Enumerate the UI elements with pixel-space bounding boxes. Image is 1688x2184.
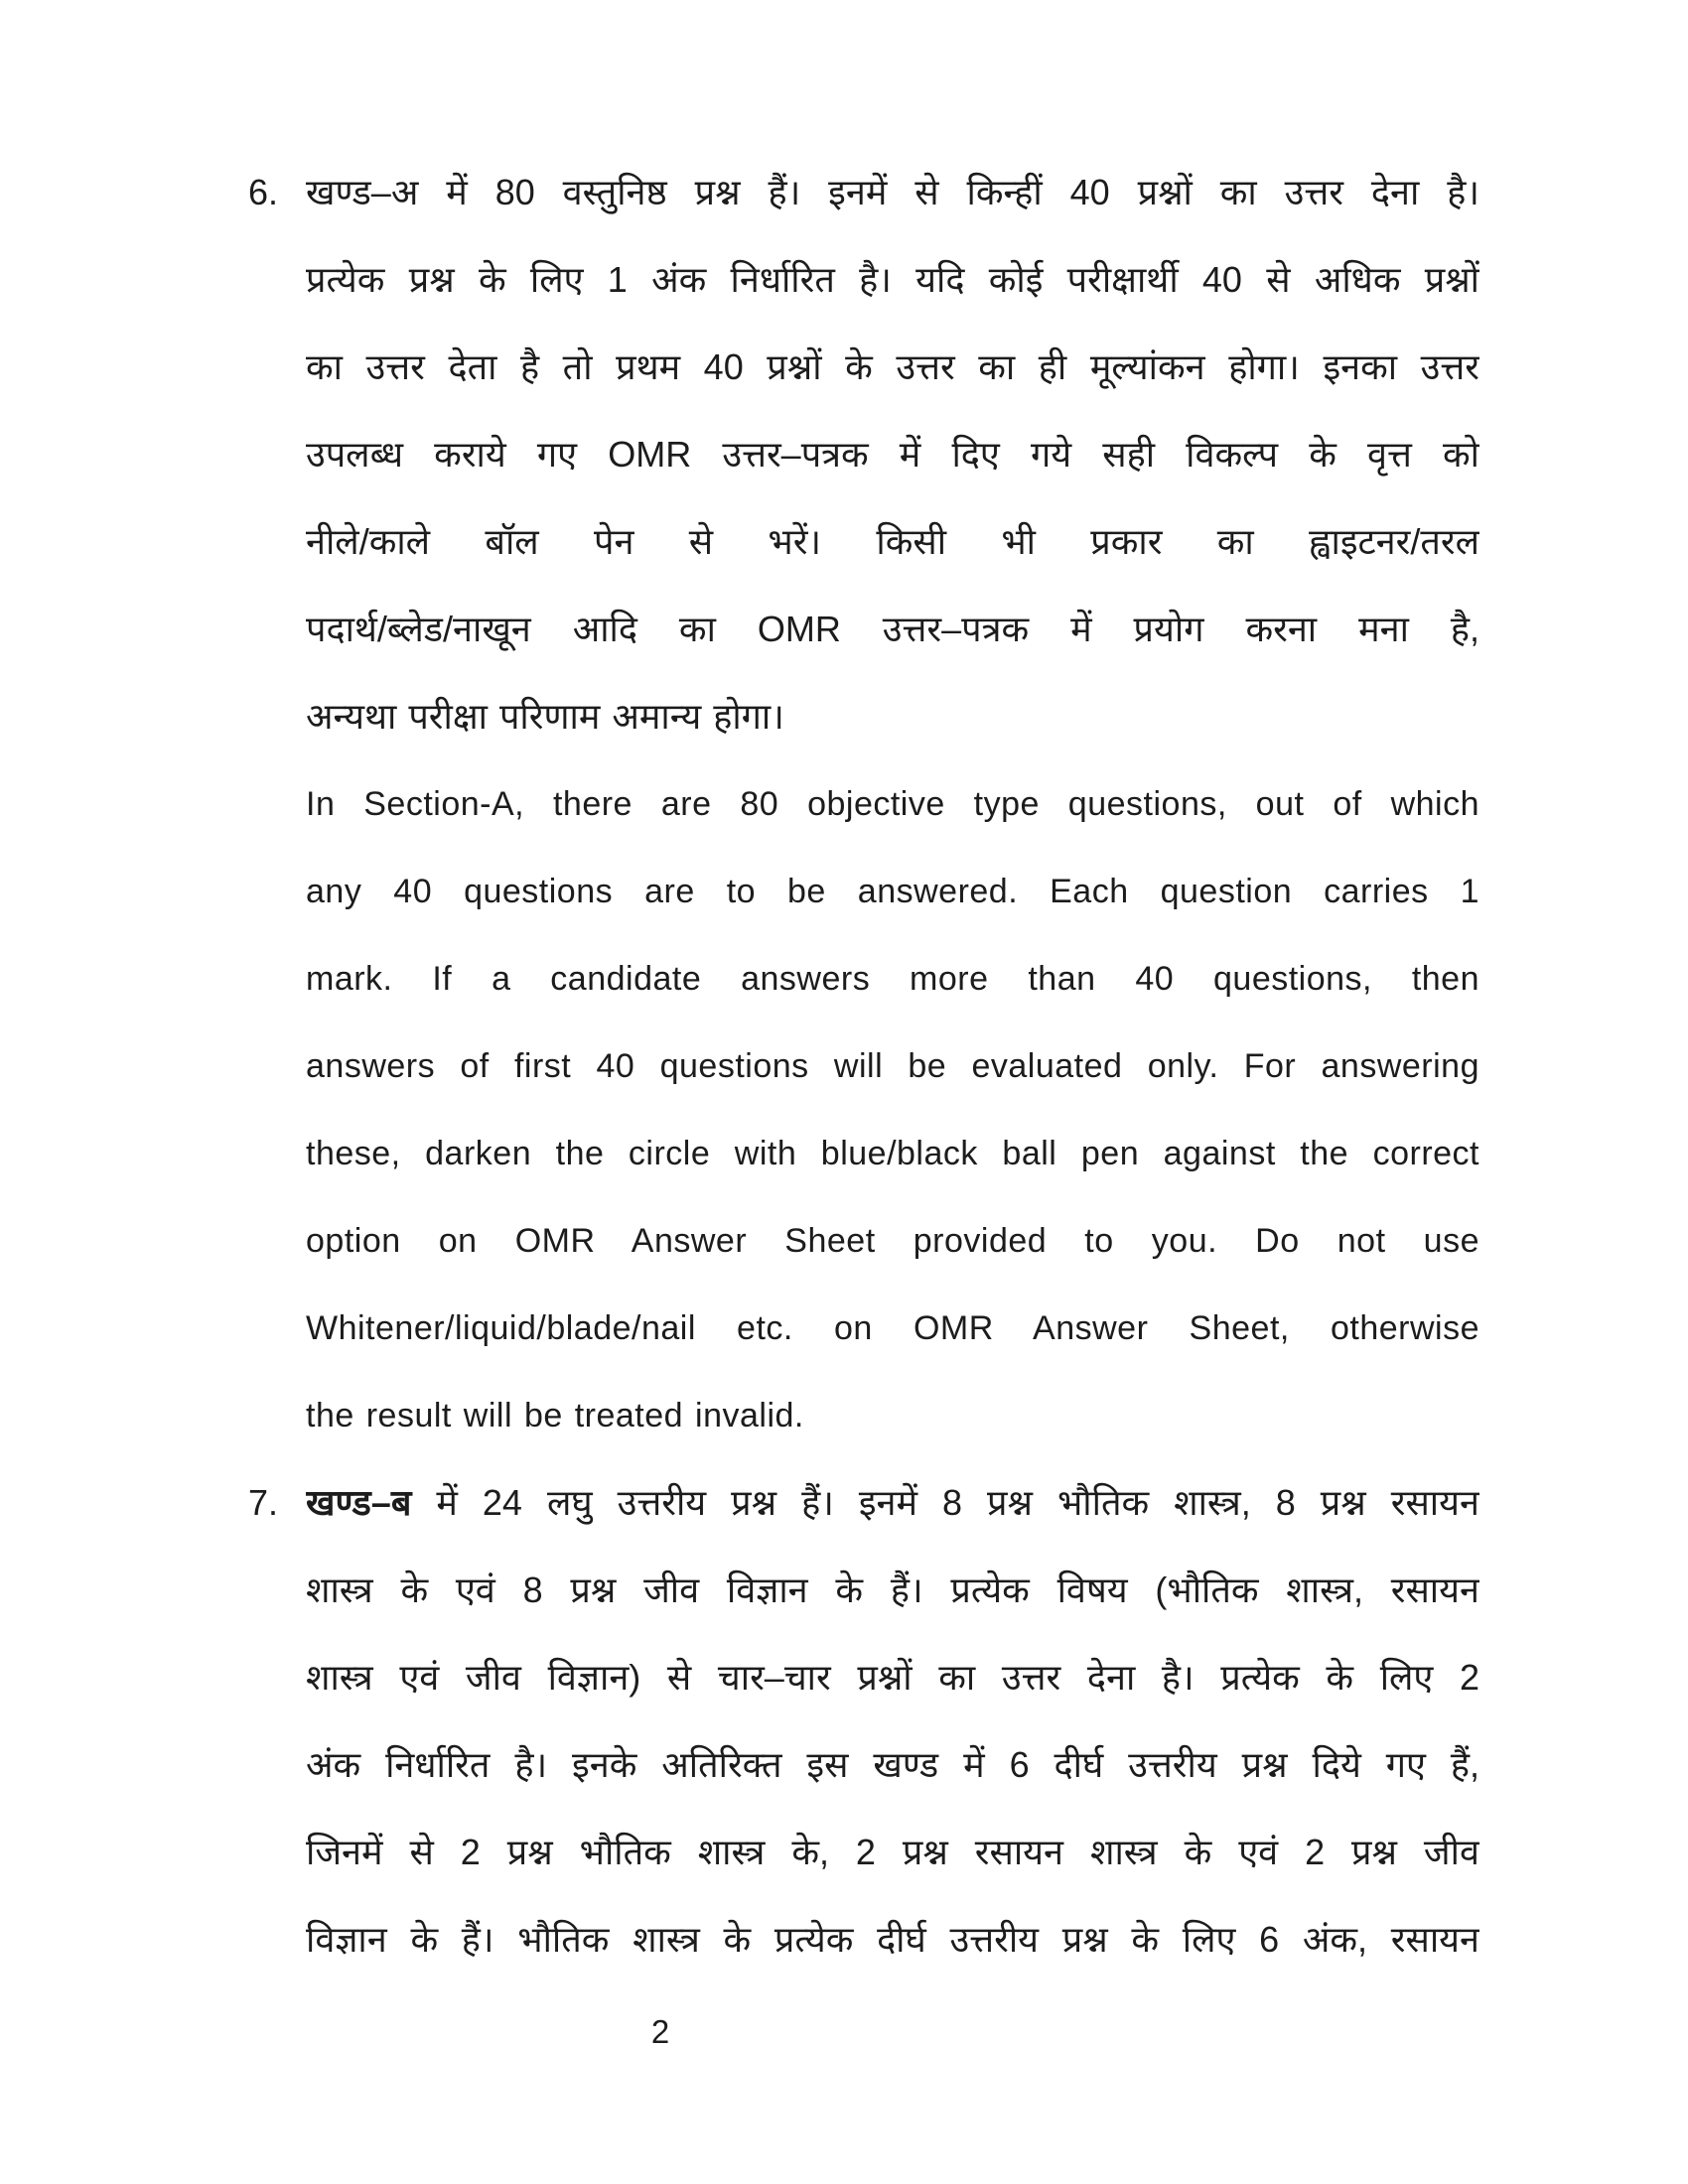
instruction-item-6 xyxy=(248,149,1479,1459)
hindi-paragraph xyxy=(306,149,1479,760)
text-line: उपलब्ध कराये गए OMR उत्तर–पत्रक में दिए गये सही विकल्प के वृत्त को xyxy=(306,434,1479,475)
text-line: पदार्थ/ब्लेड/नाखून आदि का OMR उत्तर–पत्रक में प्रयोग करना मना है, xyxy=(306,609,1479,649)
text-line: का उत्तर देता है तो प्रथम 40 प्रश्नों के उत्तर का ही मूल्यांकन होगा। इनका उत्तर xyxy=(306,346,1479,387)
text-line: खण्ड–अ में 80 वस्तुनिष्ठ प्रश्न हैं। इनमें से किन्हीं 40 प्रश्नों का उत्तर देना है। xyxy=(306,172,1479,212)
text-line: नीले/काले बॉल पेन से भरें। किसी भी प्रकार का ह्वाइटनर/तरल xyxy=(306,521,1479,562)
text-line: शास्त्र के एवं 8 प्रश्न जीव विज्ञान के हैं। प्रत्येक विषय (भौतिक शास्त्र, रसायन xyxy=(306,1570,1479,1610)
text-line: In Section-A, there are 80 objective type questions, out of which xyxy=(306,785,1479,823)
item-number: 6. xyxy=(248,172,279,212)
english-paragraph xyxy=(306,760,1479,1459)
item-paragraphs xyxy=(306,149,1479,1459)
text-line: प्रत्येक प्रश्न के लिए 1 अंक निर्धारित है। यदि कोई परीक्षार्थी 40 से अधिक प्रश्नों xyxy=(306,259,1479,300)
instructions-list xyxy=(248,149,1479,1983)
item-number: 7. xyxy=(248,1482,279,1523)
text-line: the result will be treated invalid. xyxy=(306,1397,804,1434)
text-line: अंक निर्धारित है। इनके अतिरिक्त इस खण्ड में 6 दीर्घ उत्तरीय प्रश्न दिये गए हैं, xyxy=(306,1744,1479,1785)
text-line: option on OMR Answer Sheet provided to you. Do not use xyxy=(306,1222,1479,1260)
item-paragraphs xyxy=(306,1459,1479,1983)
text-line: answers of first 40 questions will be evaluated only. For answering xyxy=(306,1047,1479,1085)
instruction-item-7 xyxy=(248,1459,1479,1983)
text-line: mark. If a candidate answers more than 40 questions, then xyxy=(306,960,1479,998)
text-line: विज्ञान के हैं। भौतिक शास्त्र के प्रत्येक दीर्घ उत्तरीय प्रश्न के लिए 6 अंक, रसायन xyxy=(306,1919,1479,1960)
text-line: शास्त्र एवं जीव विज्ञान) से चार–चार प्रश्नों का उत्तर देना है। प्रत्येक के लिए 2 xyxy=(306,1657,1479,1698)
bold-section-label: खण्ड–ब xyxy=(306,1482,412,1523)
text-line: any 40 questions are to be answered. Each question carries 1 xyxy=(306,873,1479,910)
text-line: जिनमें से 2 प्रश्न भौतिक शास्त्र के, 2 प्रश्न रसायन शास्त्र के एवं 2 प्रश्न जीव xyxy=(306,1832,1479,1872)
hindi-paragraph xyxy=(306,1459,1479,1983)
text-line: खण्ड–ब में 24 लघु उत्तरीय प्रश्न हैं। इनमें 8 प्रश्न भौतिक शास्त्र, 8 प्रश्न रसायन xyxy=(306,1482,1479,1523)
text-line: these, darken the circle with blue/black ball pen against the correct xyxy=(306,1135,1479,1172)
text-line: अन्यथा परीक्षा परिणाम अमान्य होगा। xyxy=(306,696,784,737)
text-line: Whitener/liquid/blade/nail etc. on OMR Answer Sheet, otherwise xyxy=(306,1309,1479,1347)
page-number: 2 xyxy=(650,2013,670,2050)
